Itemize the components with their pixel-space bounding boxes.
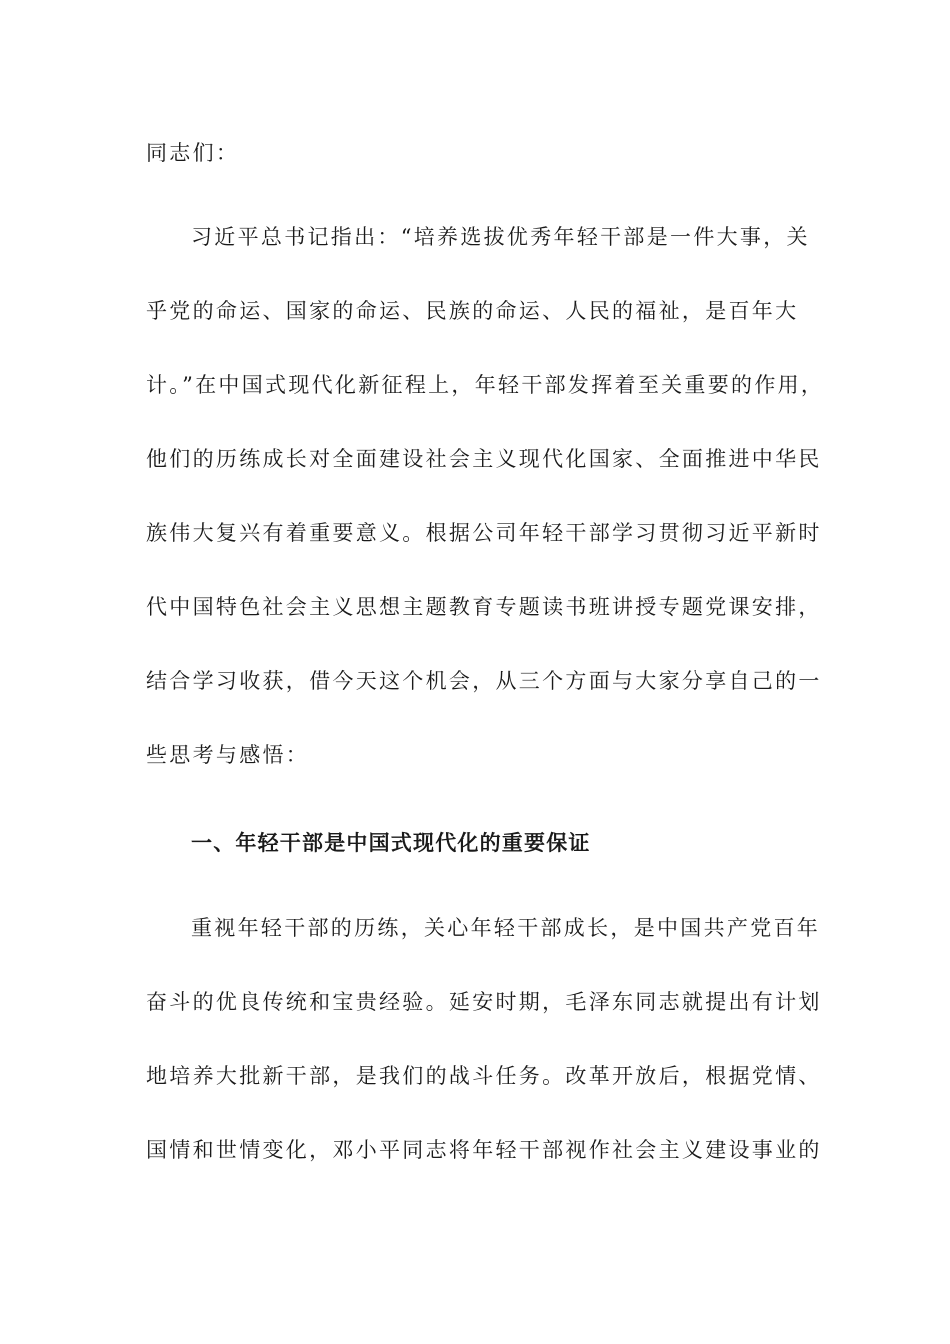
paragraph-line: 族伟大复兴有着重要意义。根据公司年轻干部学习贯彻习近平新时 [146,521,822,545]
paragraph-line: 结合学习收获，借今天这个机会，从三个方面与大家分享自己的一 [146,669,822,693]
paragraph-line: 乎党的命运、国家的命运、民族的命运、人民的福祉，是百年大 [146,299,799,323]
paragraph-line: 计。”在中国式现代化新征程上，年轻干部发挥着至关重要的作用， [146,373,825,397]
paragraph-line: 重视年轻干部的历练，关心年轻干部成长，是中国共产党百年 [191,916,821,940]
section-heading: 一、年轻干部是中国式现代化的重要保证 [191,831,591,855]
paragraph-line: 奋斗的优良传统和宝贵经验。延安时期，毛泽东同志就提出有计划 [146,990,822,1014]
paragraph-line: 代中国特色社会主义思想主题教育专题读书班讲授专题党课安排， [146,595,822,619]
paragraph-line: 地培养大批新干部，是我们的战斗任务。改革开放后，根据党情、 [146,1064,822,1088]
paragraph-line: 国情和世情变化，邓小平同志将年轻干部视作社会主义建设事业的 [146,1138,822,1162]
paragraph-line: 习近平总书记指出：“培养选拔优秀年轻干部是一件大事，关 [191,225,810,249]
paragraph-line: 他们的历练成长对全面建设社会主义现代化国家、全面推进中华民 [146,447,822,471]
salutation: 同志们： [146,141,240,165]
paragraph-line: 些思考与感悟： [146,743,310,767]
